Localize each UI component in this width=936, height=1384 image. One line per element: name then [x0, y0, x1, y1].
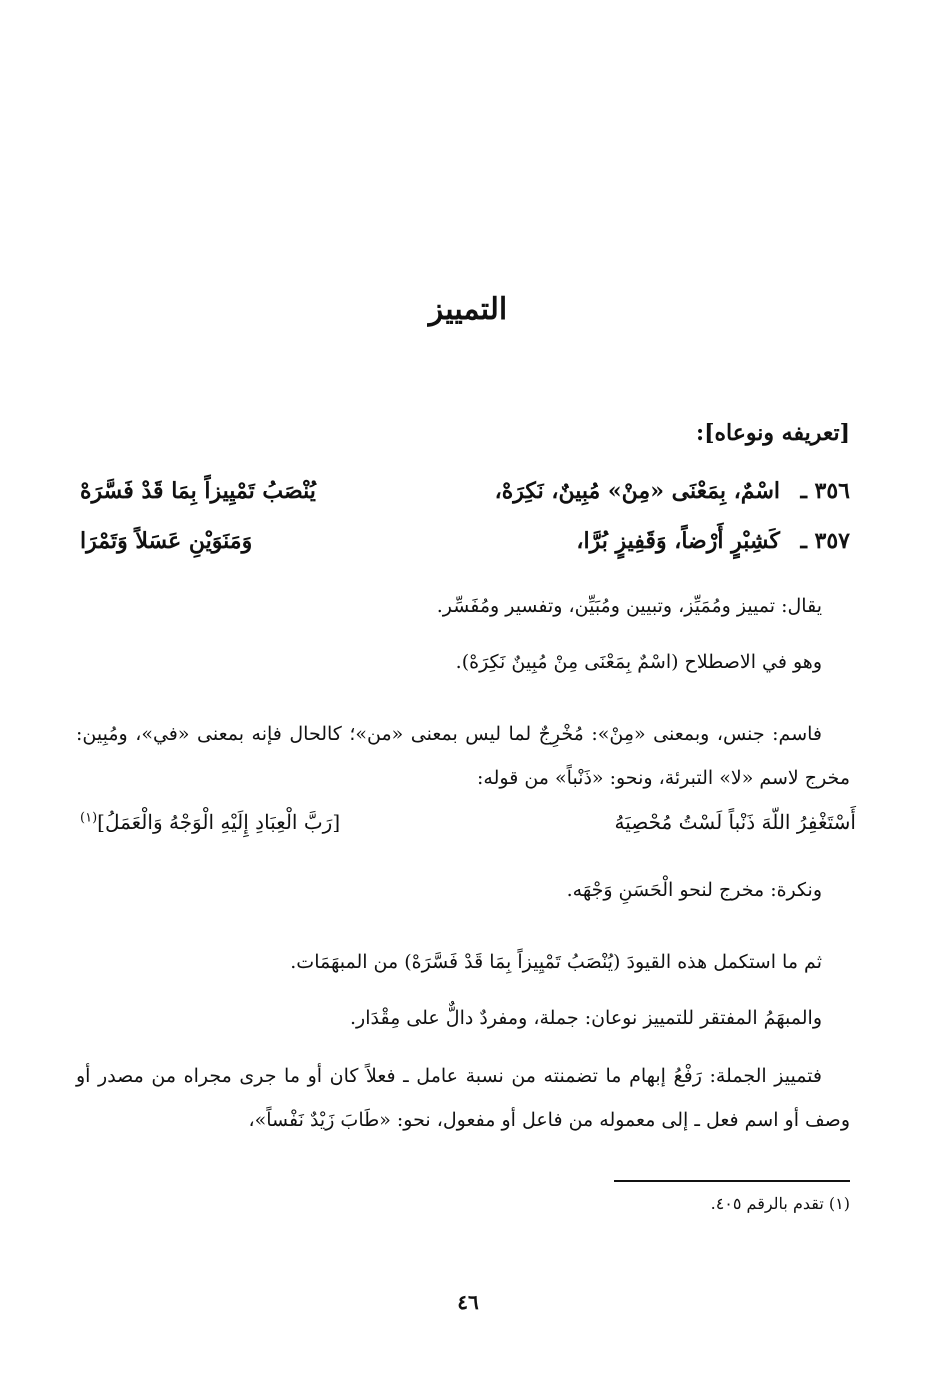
page-title: التمييز: [428, 292, 508, 327]
poetic-citation: [80, 810, 856, 850]
paragraph-definition-terms: يقال: تمييز ومُمَيِّز، وتبيين ومُبَيِّن، وتفسير ومُفَسِّر.: [436, 595, 822, 617]
verse-number: ٣٥٧ ـ: [800, 528, 850, 554]
paragraph-nakira: ونكرة: مخرج لنحو الْحَسَنِ وَجْهَه.: [566, 879, 822, 901]
verse-hemistich-first: اسْمٌ، بِمَعْنَى «مِنْ» مُبِينٌ، نَكِرَهْ،: [494, 478, 780, 504]
page-number: ٤٦: [457, 1290, 479, 1314]
verse-line: [80, 528, 850, 568]
paragraph-explanation: فاسم: جنس، وبمعنى «مِنْ»: مُخْرِجٌ لما ليس بمعنى «من»؛ كالحال فإنه بمعنى «في»، ومُبِين: مخرج لاسم «لا» التبرئة، ونحو: «ذَنْباً» من قوله:: [76, 723, 850, 789]
paragraph-sentence-tamyiz: فتمييز الجملة: رَفْعُ إبهام ما تضمنته من نسبة عامل ـ فعلاً كان أو ما جرى مجراه من مصدر أو وصف أو اسم فعل ـ إلى معموله من فاعل أو مفعول، نحو: «طَابَ زَيْدٌ نَفْساً»،: [76, 1065, 850, 1131]
verse-hemistich-second: يُنْصَبُ تَمْيِيزاً بِمَا قَدْ فَسَّرَهْ: [80, 478, 316, 504]
paragraph-conditions: ثم ما استكمل هذه القيودَ (يُنْصَبُ تَمْيِيزاً بِمَا قَدْ فَسَّرَهْ) من المبهَمَات.: [290, 951, 822, 973]
footnote-marker: (١): [80, 810, 98, 826]
verse-number: ٣٥٦ ـ: [800, 478, 850, 504]
paragraph-mubham-types: والمبهَمُ المفتقر للتمييز نوعان: جملة، ومفردٌ دالٌّ على مِقْدَار.: [349, 1007, 822, 1029]
footnote-divider: [614, 1180, 850, 1182]
footnote: (١) تقدم بالرقم ٤٠٥.: [710, 1194, 850, 1213]
citation-second-half: [رَبَّ الْعِبَادِ إِلَيْهِ الْوَجْهُ وَالْعَمَلُ]: [97, 810, 341, 834]
verse-hemistich-second: وَمَنَوَيْنِ عَسَلاً وَتَمْرَا: [80, 528, 253, 554]
section-heading: [تعريفه ونوعاه]:: [696, 420, 850, 446]
paragraph-technical-definition: وهو في الاصطلاح (اسْمٌ بِمَعْنَى مِنْ مُبِينٌ نَكِرَهْ).: [455, 651, 822, 673]
citation-first-half: أَسْتَغْفِرُ اللّهَ ذَنْباً لَسْتُ مُحْصِيَهُ: [614, 810, 856, 834]
verse-line: [80, 478, 850, 518]
verse-hemistich-first: كَشِبْرٍ أَرْضاً، وَقَفِيزٍ بُرَّا،: [576, 528, 780, 554]
